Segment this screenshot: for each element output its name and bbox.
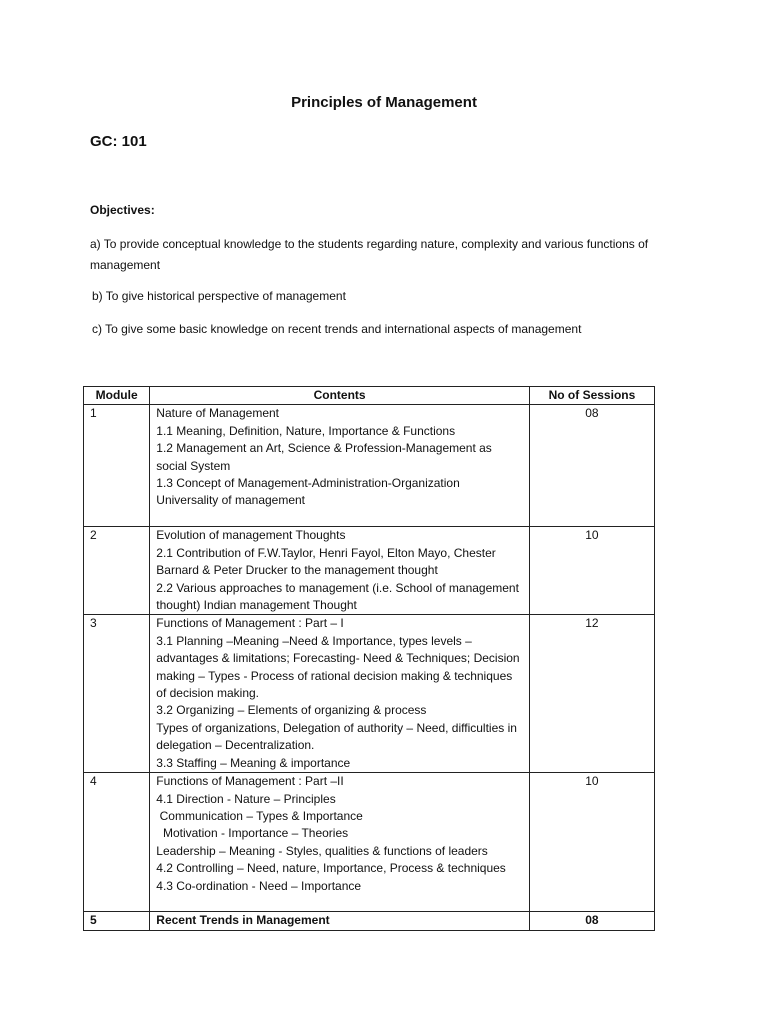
content-line: Recent Trends in Management: [156, 913, 330, 928]
header-sessions: No of Sessions: [529, 387, 654, 405]
module-number: 2: [84, 527, 150, 615]
content-line: 4.1 Direction - Nature – Principles: [156, 791, 336, 806]
table-header-row: [84, 387, 655, 405]
content-line: 3.3 Staffing – Meaning & importance: [156, 755, 351, 770]
page-title: Principles of Management: [291, 94, 477, 111]
content-line: 3.2 Organizing – Elements of organizing & process: [156, 703, 427, 718]
session-count: 08: [529, 912, 654, 930]
module-contents: [150, 527, 530, 615]
content-line: Functions of Management : Part – I: [156, 616, 344, 631]
content-line: Types of organizations, Delegation of authority – Need, difficulties in delegation – Decentralization.: [156, 720, 517, 753]
module-contents: [150, 773, 530, 912]
header-module: Module: [84, 387, 150, 405]
table-row: [84, 912, 655, 930]
content-line: 1.1 Meaning, Definition, Nature, Importance & Functions: [156, 423, 456, 438]
module-contents: [150, 615, 530, 773]
syllabus-table: [83, 386, 655, 931]
content-line: Motivation - Importance – Theories: [156, 826, 349, 841]
content-line: Nature of Management: [156, 406, 280, 421]
session-count: 10: [529, 773, 654, 912]
table-row: [84, 527, 655, 615]
content-line: Leadership – Meaning - Styles, qualities & functions of leaders: [156, 843, 488, 858]
session-count: 10: [529, 527, 654, 615]
content-line: Functions of Management : Part –II: [156, 774, 344, 789]
module-contents: [150, 405, 530, 527]
header-contents: Contents: [150, 387, 530, 405]
content-line: 2.1 Contribution of F.W.Taylor, Henri Fayol, Elton Mayo, Chester Barnard & Peter Drucker to the management thought: [156, 545, 496, 578]
module-number: 1: [84, 405, 150, 527]
session-count: 08: [529, 405, 654, 527]
session-count: 12: [529, 615, 654, 773]
table-row: [84, 405, 655, 527]
module-number: 4: [84, 773, 150, 912]
objective-c: c) To give some basic knowledge on recent trends and international aspects of management: [92, 322, 582, 336]
content-line: 4.3 Co-ordination - Need – Importance: [156, 878, 362, 893]
course-code: GC: 101: [90, 133, 147, 150]
content-line: 3.1 Planning –Meaning –Need & Importance, types levels – advantages & limitations; Forecasting- Need & Techniques; Decision making – Types - Process of rational decision making & techniques of decision making.: [156, 633, 520, 701]
objectives-heading: Objectives:: [90, 203, 155, 217]
content-line: 4.2 Controlling – Need, nature, Importance, Process & techniques: [156, 861, 506, 876]
content-line: Communication – Types & Importance: [156, 808, 363, 823]
content-line: Universality of management: [156, 493, 306, 508]
module-number: 3: [84, 615, 150, 773]
content-line: 2.2 Various approaches to management (i.e. School of management thought) Indian management Thought: [156, 580, 519, 613]
module-number: 5: [84, 912, 150, 930]
content-line: 1.2 Management an Art, Science & Profession-Management as social System: [156, 441, 492, 473]
objective-b: b) To give historical perspective of management: [92, 289, 346, 303]
table-row: [84, 615, 655, 773]
module-contents: [150, 912, 530, 930]
content-line: Evolution of management Thoughts: [156, 528, 346, 543]
table-row: [84, 773, 655, 912]
objective-a: a) To provide conceptual knowledge to the students regarding nature, complexity and various functions of management: [90, 237, 649, 272]
content-line: 1.3 Concept of Management-Administration-Organization: [156, 476, 460, 491]
